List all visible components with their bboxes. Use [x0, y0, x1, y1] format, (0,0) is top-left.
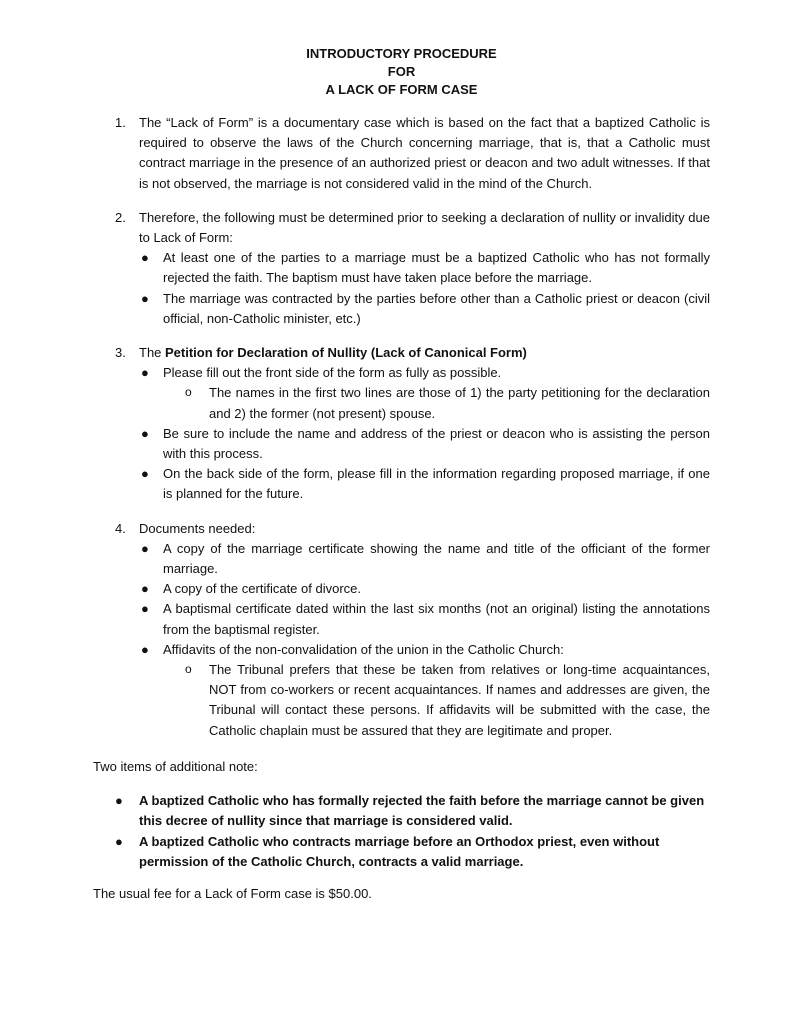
bullet-icon: ●	[141, 581, 149, 597]
list-item-text: A copy of the certificate of divorce.	[163, 581, 361, 597]
numbered-item-3	[93, 343, 710, 363]
document-title	[93, 45, 710, 99]
list-item-text: A baptismal certificate dated within the last six months (not an original) listing the annotations from the baptismal register.	[163, 601, 710, 637]
item-text: Documents needed:	[139, 520, 256, 536]
bullet-icon: ●	[141, 290, 149, 306]
bullet-icon: ●	[141, 641, 149, 657]
notes-list	[93, 791, 710, 872]
sub-list	[163, 383, 710, 423]
note-item	[115, 832, 710, 872]
circle-bullet-icon: o	[185, 662, 192, 677]
bullet-icon: ●	[141, 425, 149, 441]
list-item-text: Please fill out the front side of the form as fully as possible.	[163, 365, 502, 381]
note-text: A baptized Catholic who has formally rejected the faith before the marriage cannot be given this decree of nullity since that marriage is considered valid.	[139, 793, 705, 829]
list-item	[141, 640, 710, 741]
list-item	[141, 248, 710, 288]
list-item	[141, 579, 710, 599]
item-text: Therefore, the following must be determined prior to seeking a declaration of nullity or invalidity due to Lack of Form:	[139, 209, 710, 246]
item-text-prefix: The	[139, 345, 166, 361]
bullet-icon: ●	[141, 601, 149, 617]
bullet-icon: ●	[141, 365, 149, 381]
list-item	[141, 464, 710, 504]
bullet-icon: ●	[141, 540, 149, 556]
notes-heading: Two items of additional note:	[93, 758, 258, 774]
item-number: 4.	[115, 520, 126, 536]
list-item-text: Affidavits of the non-convalidation of the union in the Catholic Church:	[163, 641, 564, 657]
sub-list-item-text: The names in the first two lines are those of 1) the party petitioning for the declaration and 2) the former (not present) spouse.	[209, 385, 710, 421]
sub-list-item	[185, 383, 710, 423]
numbered-item-2	[93, 208, 710, 248]
form-name: Petition for Declaration of Nullity (Lack of Canonical Form)	[165, 345, 527, 361]
sub-list	[163, 660, 710, 741]
item-text	[139, 343, 710, 363]
list-item	[141, 289, 710, 329]
fee-statement: The usual fee for a Lack of Form case is $50.00.	[93, 885, 372, 901]
item-number: 3.	[115, 345, 126, 361]
list-item	[141, 599, 710, 639]
list-item-text: Be sure to include the name and address of the priest or deacon who is assisting the person with this process.	[163, 425, 710, 462]
list-item-text: The marriage was contracted by the parties before other than a Catholic priest or deacon (civil official, non-Catholic minister, etc.)	[163, 290, 710, 326]
document-page	[93, 45, 710, 904]
item-number: 2.	[115, 209, 126, 225]
list-item-text: On the back side of the form, please fill in the information regarding proposed marriage, if one is planned for the future.	[163, 466, 710, 502]
item-text: The “Lack of Form” is a documentary case which is based on the fact that a baptized Catholic is required to observe the laws of the Church concerning marriage, that is, that a Catholic must contract marriage in the presence of an authorized priest or deacon and two adult witnesses. If that is not observed, the marriage is not considered valid in the mind of the Church.	[139, 115, 710, 191]
bullet-icon: ●	[115, 793, 123, 809]
note-item	[115, 791, 710, 831]
bullet-icon: ●	[115, 833, 123, 849]
title-line-1: INTRODUCTORY PROCEDURE	[306, 46, 497, 61]
list-item	[141, 363, 710, 424]
list-item-text: At least one of the parties to a marriage must be a baptized Catholic who has not formally rejected the faith. The baptism must have taken place before the marriage.	[163, 250, 710, 286]
sub-list-item	[185, 660, 710, 741]
item-number: 1.	[115, 115, 126, 130]
list-item	[141, 424, 710, 464]
list-item-text: A copy of the marriage certificate showing the name and title of the officiant of the former marriage.	[163, 540, 710, 577]
circle-bullet-icon: o	[185, 385, 192, 400]
bullet-icon: ●	[141, 250, 149, 266]
bullet-list	[93, 248, 710, 329]
numbered-item-1	[93, 113, 710, 194]
bullet-list	[93, 363, 710, 504]
bullet-icon: ●	[141, 466, 149, 482]
note-text: A baptized Catholic who contracts marriage before an Orthodox priest, even without permission of the Catholic Church, contracts a valid marriage.	[139, 833, 660, 869]
numbered-item-4	[93, 519, 710, 539]
list-item	[141, 539, 710, 579]
title-line-3: A LACK OF FORM CASE	[325, 82, 478, 97]
sub-list-item-text: The Tribunal prefers that these be taken from relatives or long-time acquaintances, NOT from co-workers or recent acquaintances. If names and addresses are given, the Tribunal will contact these persons. If affidavits will be submitted with the case, the Catholic chaplain must be assured that they are legitimate and proper.	[209, 662, 710, 738]
title-line-2: FOR	[387, 64, 416, 79]
bullet-list	[93, 539, 710, 741]
